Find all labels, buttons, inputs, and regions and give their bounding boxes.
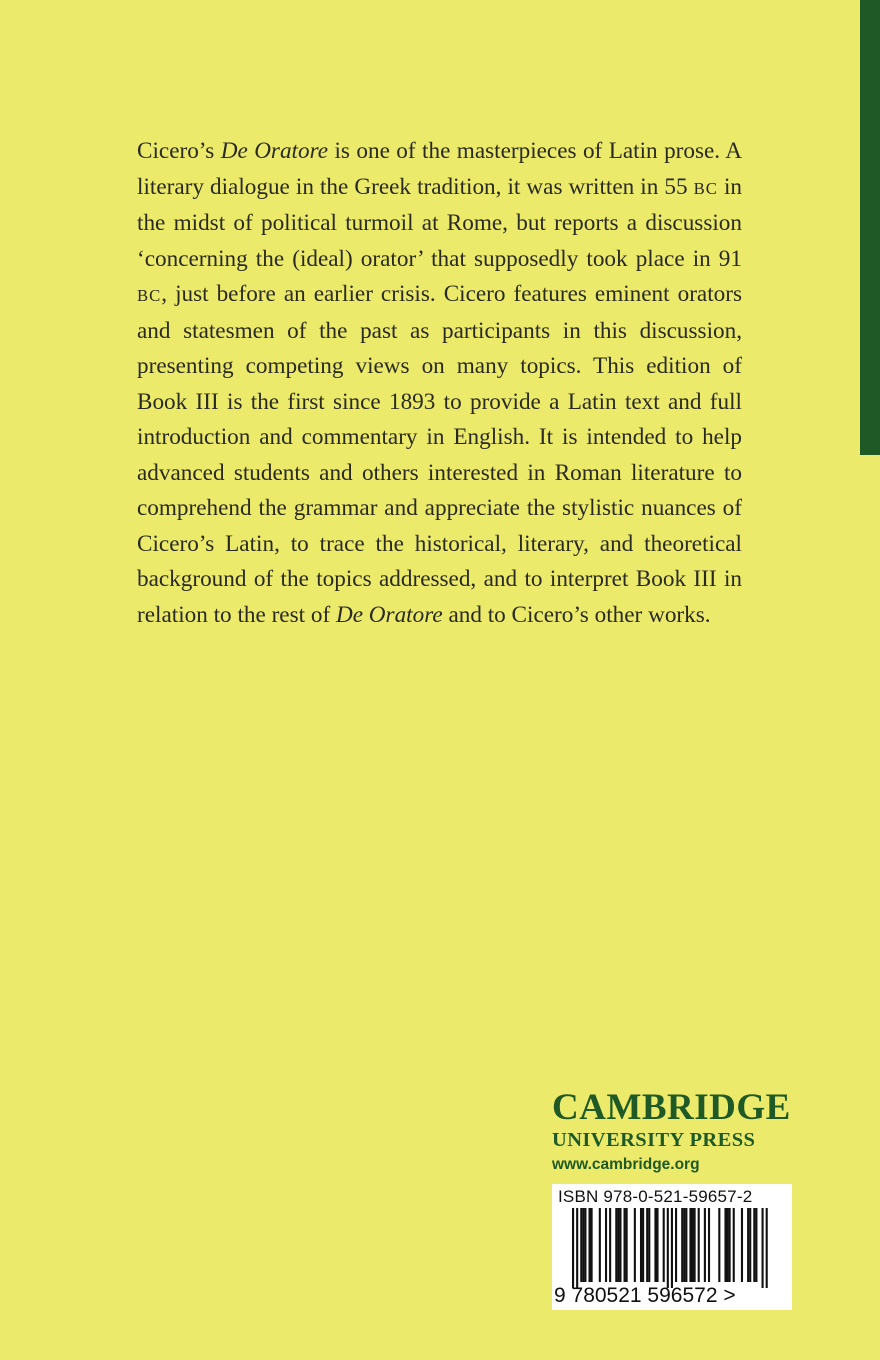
spine-color-band [860,0,880,455]
barcode-bar [582,1208,584,1282]
barcode-bar [619,1208,621,1282]
barcode-bar [626,1208,628,1282]
barcode-bar [654,1208,656,1282]
barcode-bar [727,1208,729,1282]
barcode-bar [667,1208,669,1288]
blurb-segment: in the midst of political turmoil at Rome, but reports a discussion ‘concerning the (ideal) orator’ that supposedly took place in 91 [137,173,742,272]
blurb-segment: and to Cicero’s other works. [442,601,711,628]
publisher-block [552,1088,792,1176]
ean-digits: 9 780521 596572 > [554,1284,736,1307]
publisher-subtitle: UNIVERSITY PRESS [552,1129,756,1151]
publisher-name: CAMBRIDGE [552,1087,791,1128]
blurb-segment: , just before an earlier crisis. Cicero features eminent orators and statesmen of the past as participants in this discussion, presenting competing views on many topics. This edition of Book III is the first since 1893 to provide a Latin text and full introduction and commentary in English. It is intended to help advanced students and others interested in Roman literature to comprehend the grammar and appreciate the stylistic nuances of Cicero’s Latin, to trace the historical, literary, and theoretical background of the topics addressed, and to interpret Book III in relation to the rest of [137,281,742,628]
barcode-bar [663,1208,665,1282]
barcode-bar [704,1208,706,1282]
barcode-bar [576,1208,578,1288]
barcode-bar [762,1208,764,1288]
barcode-bar [683,1208,685,1282]
barcode-bar [584,1208,586,1282]
barcode-bar [729,1208,731,1282]
barcode-bar [648,1208,650,1282]
barcode-bar [634,1208,636,1282]
barcode-bar [689,1208,691,1282]
barcode-bar [708,1208,710,1282]
barcode-bar [615,1208,617,1282]
barcode-bar [691,1208,693,1282]
barcode-bar [698,1208,700,1282]
barcode-bar [591,1208,593,1282]
barcode-bar [675,1208,677,1282]
barcode-bar [749,1208,751,1282]
barcode-bar [724,1208,726,1282]
barcode-bar [656,1208,658,1282]
barcode-bar [694,1208,696,1282]
blurb-segment: BC [693,178,718,198]
barcode-bar [741,1208,743,1282]
barcode-bar [617,1208,619,1282]
barcode-bar [588,1208,590,1282]
blurb-segment: Cicero’s [137,138,221,164]
barcode-bar [572,1208,574,1288]
isbn-label: ISBN 978-0-521-59657-2 [558,1187,753,1206]
barcode-bar [609,1208,611,1282]
barcode-bar [646,1208,648,1282]
barcode-bar [671,1208,673,1288]
barcode-bar [681,1208,683,1282]
barcode-bar [733,1208,735,1282]
barcode-bar [753,1208,755,1282]
blurb-segment: BC [137,286,162,305]
barcode-bar [755,1208,757,1282]
barcode-bar [624,1208,626,1282]
barcode-bar [640,1208,642,1282]
barcode-bar [599,1208,601,1282]
barcode-bar [747,1208,749,1282]
barcode-bar [642,1208,644,1282]
blurb-text [137,134,742,633]
barcode-box [552,1184,792,1310]
barcode-bar [766,1208,768,1288]
blurb-segment: is one of the masterpieces of Latin prose. A literary dialogue in the Greek tradition, it was written in 55 [137,138,742,200]
barcode-bar [718,1208,720,1282]
blurb-segment: De Oratore [220,138,329,164]
barcode-bar [685,1208,687,1282]
blurb-segment: De Oratore [335,601,443,628]
barcode-bar [580,1208,582,1282]
barcode-bar [605,1208,607,1282]
publisher-url: www.cambridge.org [552,1156,700,1173]
